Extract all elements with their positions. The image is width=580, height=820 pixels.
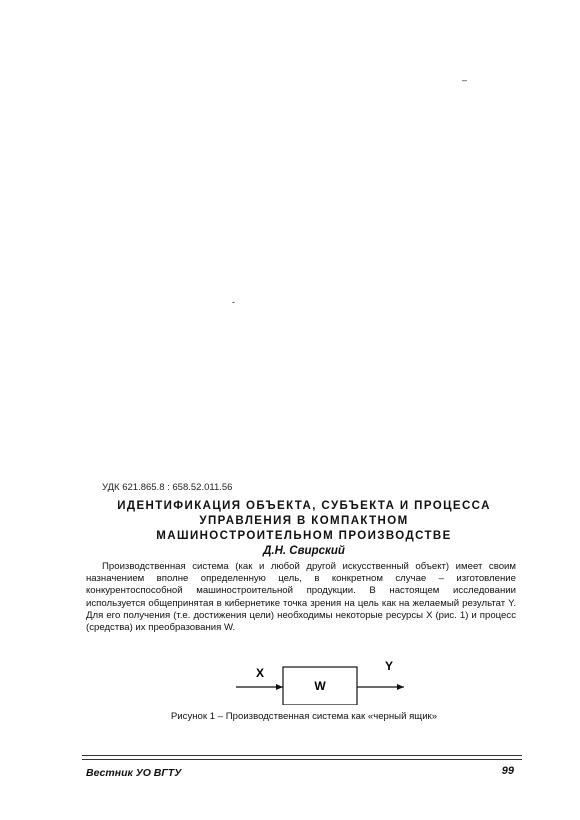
footer-rule <box>82 755 522 760</box>
article-title <box>80 499 528 544</box>
journal-name: Вестник УО ВГТУ <box>86 767 182 779</box>
figure-caption: Рисунок 1 – Производственная система как «черный ящик» <box>170 711 438 722</box>
box-label: W <box>314 679 326 693</box>
page-number: 99 <box>501 765 514 777</box>
input-label: X <box>256 666 265 680</box>
output-label: Y <box>385 659 394 673</box>
author-name: Д.Н. Свирский <box>263 545 345 557</box>
title-line-1: ИДЕНТИФИКАЦИЯ ОБЪЕКТА, СУБЪЕКТА И ПРОЦЕССА <box>117 500 491 512</box>
abstract-paragraph: Производственная система (как и любой другой искусственный объект) имеет своим назначением вполне определенную цель, в конкретном случае – изготовление конкурентоспособной машиностроительной продукции. В настоящем исследовании используется общепринятая в кибернетике точка зрения на цель как на желаемый результат Y. Для его получения (т.е. достижения цели) необходимы некоторые ресурсы X (рис. 1) и процесс (средства) их преобразования W. <box>86 561 516 634</box>
stray-dash-top: – <box>462 75 468 85</box>
title-line-3: МАШИНОСТРОИТЕЛЬНОМ ПРОИЗВОДСТВЕ <box>156 530 452 542</box>
udc-code: УДК 621.865.8 : 658.52.011.56 <box>102 482 233 493</box>
title-line-2: УПРАВЛЕНИЯ В КОМПАКТНОМ <box>199 515 409 527</box>
black-box-diagram <box>226 655 416 705</box>
stray-dash-middle: - <box>232 297 235 307</box>
